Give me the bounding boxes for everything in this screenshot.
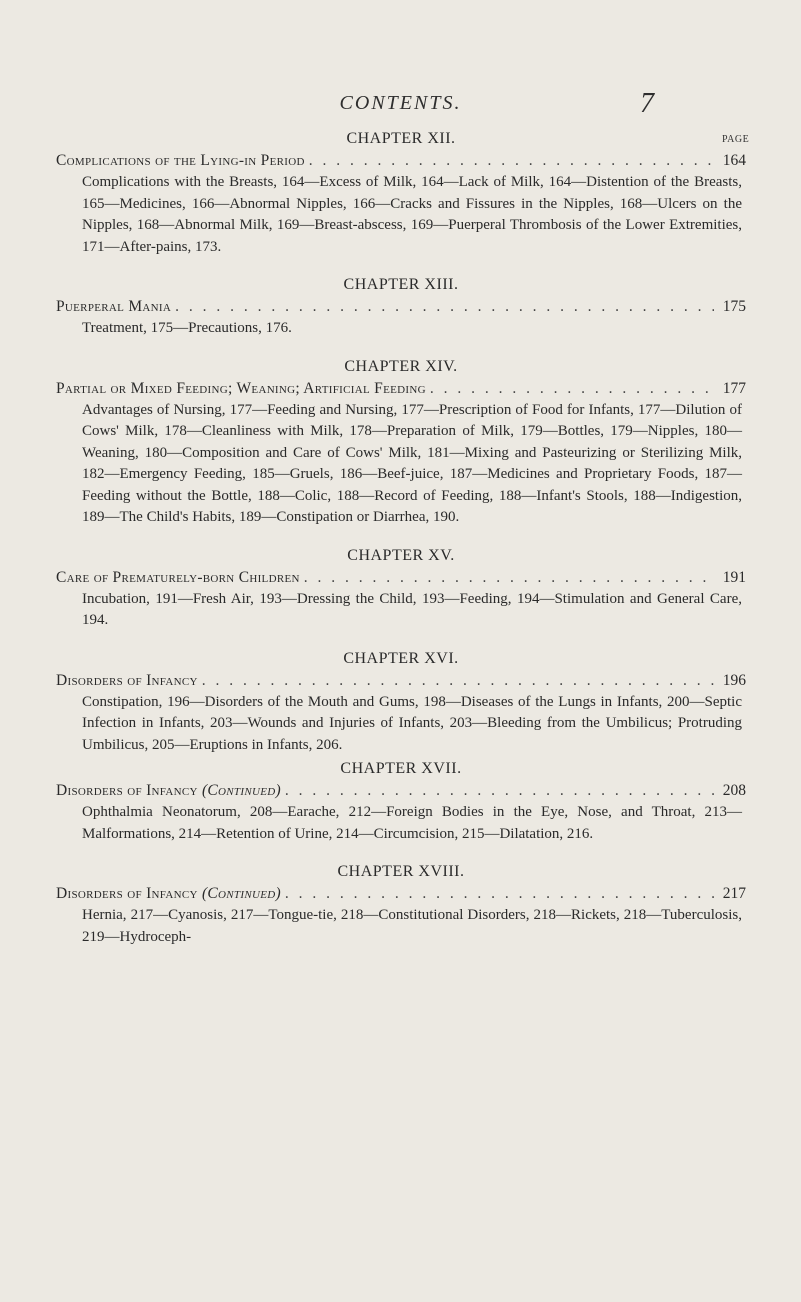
entry-subtopics: Advantages of Nursing, 177—Feeding and Nursing, 177—Prescription of Food for Infants, 177—Dilution of Cows' Milk, 178—Cleanliness with Milk, 178—Preparation of Milk, 179—Bottles, 179—Nipples, 180—Weaning, 180—Composition and Care of Cows' Milk, 181—Mixing and Pasteurizing or Sterilizing Milk, 182—Emergency Feeding, 185—Gruels, 186—Beef-juice, 187—Medicines and Proprietary Foods, 187—Feeding without the Bottle, 188—Colic, 188—Record of Feeding, 188—Infant's Stools, 188—Indigestion, 189—The Child's Habits, 189—Constipation or Diarrhea, 190.	[82, 401, 742, 525]
chapter-xvii	[56, 758, 746, 845]
toc-entry[interactable]	[56, 567, 746, 589]
chapter-heading: CHAPTER XIII.	[343, 276, 459, 293]
table-of-contents	[56, 128, 746, 964]
entry-subtopics: Hernia, 217—Cyanosis, 217—Tongue-tie, 218—Constitutional Disorders, 218—Rickets, 218—Tuberculosis, 219—Hydroceph-	[82, 907, 742, 945]
entry-page-number: 208	[722, 782, 746, 799]
page-number: 7	[640, 88, 654, 119]
entry-title-continued: (Continued)	[201, 885, 281, 902]
dot-leader	[304, 567, 714, 589]
entry-title	[56, 780, 281, 802]
entry-title: Complications of the Lying-in Period	[56, 152, 305, 169]
entry-title: Puerperal Mania	[56, 298, 172, 315]
chapter-xii	[56, 128, 746, 258]
toc-entry[interactable]	[56, 150, 746, 172]
chapter-xviii	[56, 861, 746, 948]
toc-entry[interactable]	[56, 378, 746, 400]
dot-leader	[309, 150, 714, 172]
dot-leader	[430, 378, 714, 400]
chapter-heading: CHAPTER XVII.	[340, 760, 462, 777]
chapter-xv	[56, 545, 746, 632]
chapter-xiii	[56, 274, 746, 340]
entry-subtopics: Ophthalmia Neonatorum, 208—Earache, 212—Foreign Bodies in the Eye, Nose, and Throat, 213—Malformations, 214—Retention of Urine, 214—Circumcision, 215—Dilatation, 216.	[82, 804, 742, 842]
entry-title-text: Disorders of Infancy	[56, 782, 198, 799]
running-head: CONTENTS.	[339, 92, 462, 114]
entry-subtopics: Treatment, 175—Precautions, 176.	[82, 320, 292, 336]
chapter-xiv	[56, 356, 746, 529]
entry-title-continued: (Continued)	[201, 782, 281, 799]
chapter-heading: CHAPTER XVIII.	[337, 863, 465, 880]
entry-page-number: 217	[722, 885, 746, 902]
dot-leader	[285, 883, 714, 905]
entry-title: Disorders of Infancy	[56, 671, 198, 689]
dot-leader	[175, 296, 714, 318]
entry-subtopics: Incubation, 191—Fresh Air, 193—Dressing the Child, 193—Feeding, 194—Stimulation and General Care, 194.	[82, 590, 742, 628]
entry-page-number: 191	[722, 568, 746, 586]
toc-entry[interactable]	[56, 780, 746, 802]
chapter-heading: CHAPTER XVI.	[343, 649, 459, 667]
dot-leader	[285, 780, 714, 802]
chapter-heading: CHAPTER XIV.	[344, 357, 458, 375]
entry-page-number: 196	[722, 671, 746, 689]
dot-leader	[202, 670, 714, 692]
chapter-heading: CHAPTER XV.	[347, 546, 455, 564]
entry-subtopics: Complications with the Breasts, 164—Excess of Milk, 164—Lack of Milk, 164—Distention of the Breasts, 165—Medicines, 166—Abnormal Nipples, 166—Cracks and Fissures in the Nipples, 168—Ulcers on the Nipples, 168—Abnormal Milk, 169—Breast-abscess, 169—Puerperal Thrombosis of the Lower Extremities, 171—After-pains, 173.	[82, 174, 742, 255]
entry-page-number: 164	[722, 152, 746, 169]
toc-entry[interactable]	[56, 670, 746, 692]
entry-page-number: 177	[722, 379, 746, 397]
chapter-heading: CHAPTER XII.	[346, 130, 456, 147]
entry-title-text: Disorders of Infancy	[56, 885, 198, 902]
toc-entry[interactable]	[56, 296, 746, 318]
entry-title	[56, 883, 281, 905]
page-column-label: PAGE	[722, 134, 750, 145]
entry-title: Care of Prematurely-born Children	[56, 568, 300, 586]
entry-subtopics: Constipation, 196—Disorders of the Mouth and Gums, 198—Diseases of the Lungs in Infants, 200—Septic Infection in Infants, 203—Wounds and Injuries of Infants, 203—Bleeding from the Umbilicus; Protruding Umbilicus, 205—Eruptions in Infants, 206.	[82, 693, 742, 753]
entry-page-number: 175	[722, 298, 746, 315]
toc-entry[interactable]	[56, 883, 746, 905]
chapter-xvi	[56, 648, 746, 757]
entry-title: Partial or Mixed Feeding; Weaning; Artificial Feeding	[56, 379, 426, 397]
